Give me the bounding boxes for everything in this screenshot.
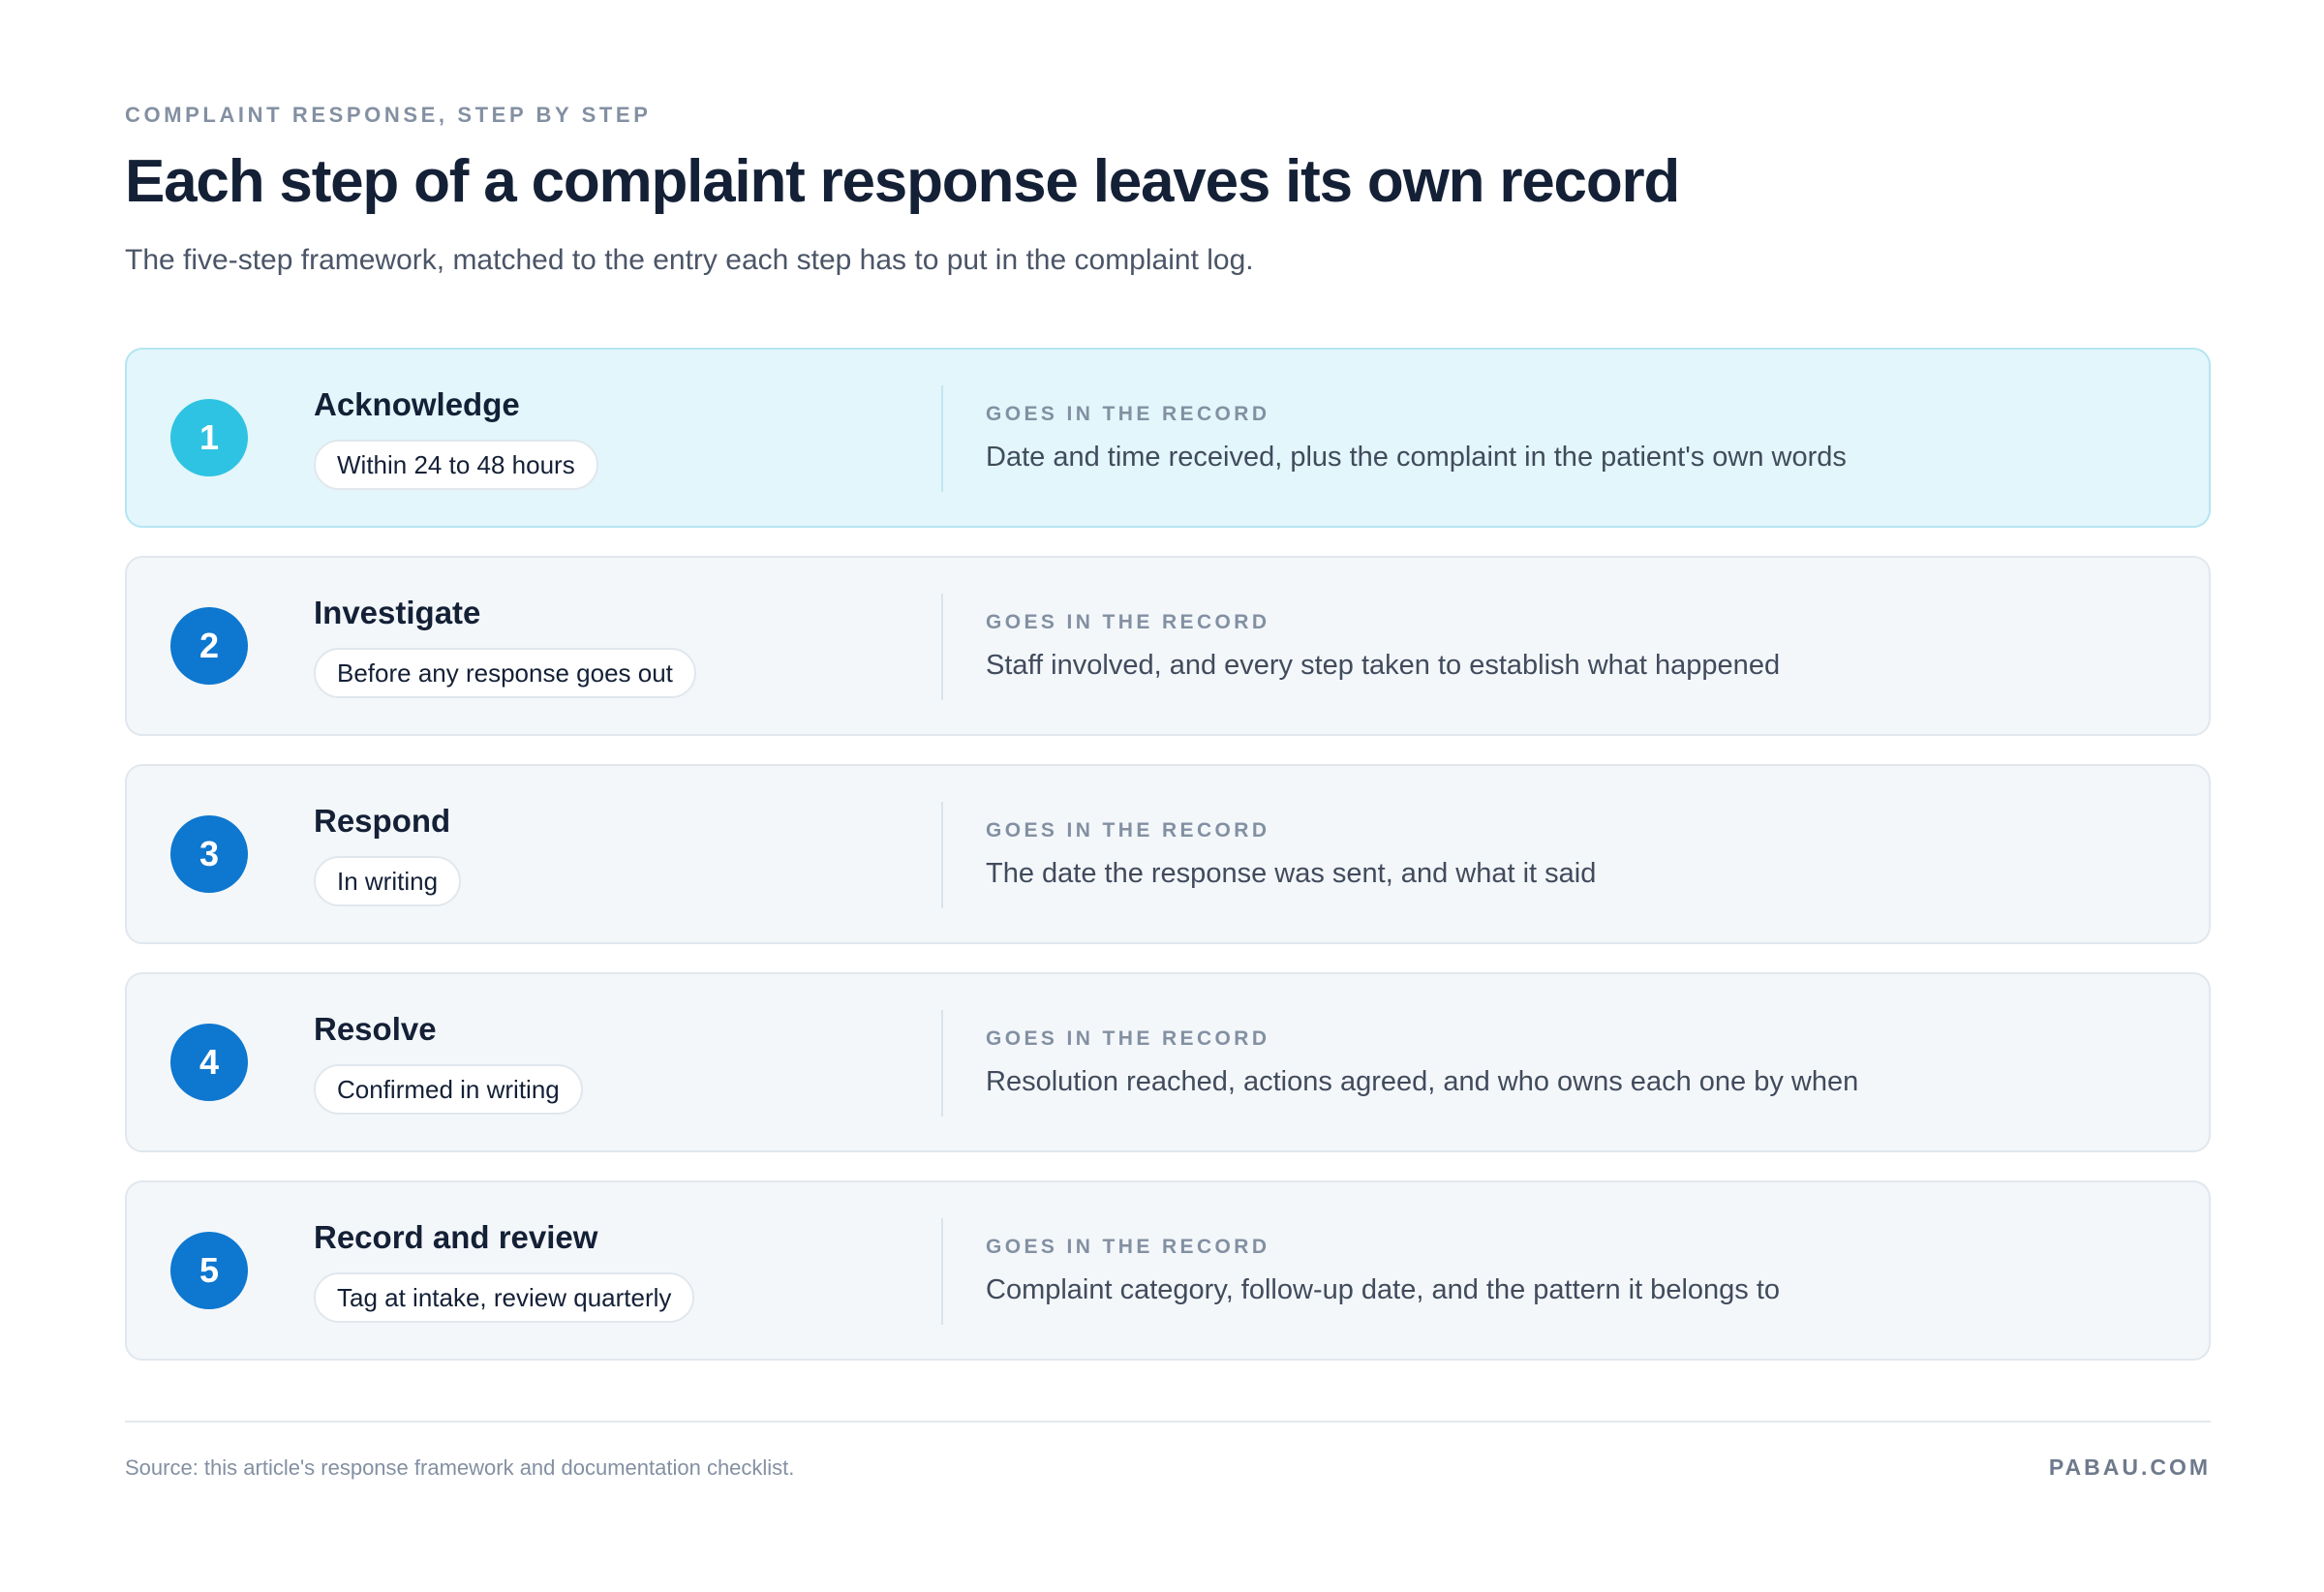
record-label: GOES IN THE RECORD [986,403,1270,425]
record-label: GOES IN THE RECORD [986,1027,1270,1050]
card-divider [941,802,943,908]
step-name: Resolve [314,1011,437,1047]
page-subtitle: The five-step framework, matched to the entry each step has to put in the complaint log. [125,244,1254,276]
footer-divider [125,1421,2211,1423]
brand-wordmark: PABAU.COM [2048,1454,2211,1480]
step-card [125,556,2211,736]
step-timing-pill: Within 24 to 48 hours [314,440,598,490]
step-name: Acknowledge [314,386,520,422]
record-text: Complaint category, follow-up date, and the pattern it belongs to [986,1274,1781,1305]
step-number-badge: 2 [170,607,248,685]
infographic [125,0,2211,1592]
record-label: GOES IN THE RECORD [986,611,1270,633]
eyebrow-label: COMPLAINT RESPONSE, STEP BY STEP [125,103,652,127]
step-card [125,1180,2211,1361]
source-note: Source: this article's response framework and documentation checklist. [125,1455,795,1480]
record-text: Staff involved, and every step taken to establish what happened [986,650,1781,681]
card-divider [941,594,943,700]
step-name: Record and review [314,1219,598,1255]
step-name: Respond [314,803,451,839]
page-title: Each step of a complaint response leaves its own record [125,148,1680,215]
step-number-badge: 1 [170,399,248,476]
step-list [125,348,2211,1389]
step-timing-pill: Confirmed in writing [314,1064,583,1115]
record-text: Resolution reached, actions agreed, and who owns each one by when [986,1066,1859,1097]
step-name: Investigate [314,595,481,630]
record-label: GOES IN THE RECORD [986,1236,1270,1258]
step-number-badge: 4 [170,1024,248,1101]
step-card [125,348,2211,528]
step-card [125,764,2211,944]
record-text: The date the response was sent, and what it said [986,858,1597,889]
step-timing-pill: Tag at intake, review quarterly [314,1272,694,1323]
card-divider [941,1010,943,1117]
step-timing-pill: Before any response goes out [314,648,696,698]
step-number-badge: 3 [170,815,248,893]
record-text: Date and time received, plus the complaint in the patient's own words [986,442,1847,473]
step-number-badge: 5 [170,1232,248,1309]
step-timing-pill: In writing [314,856,461,906]
record-label: GOES IN THE RECORD [986,819,1270,842]
card-divider [941,385,943,492]
card-divider [941,1218,943,1325]
step-card [125,972,2211,1152]
